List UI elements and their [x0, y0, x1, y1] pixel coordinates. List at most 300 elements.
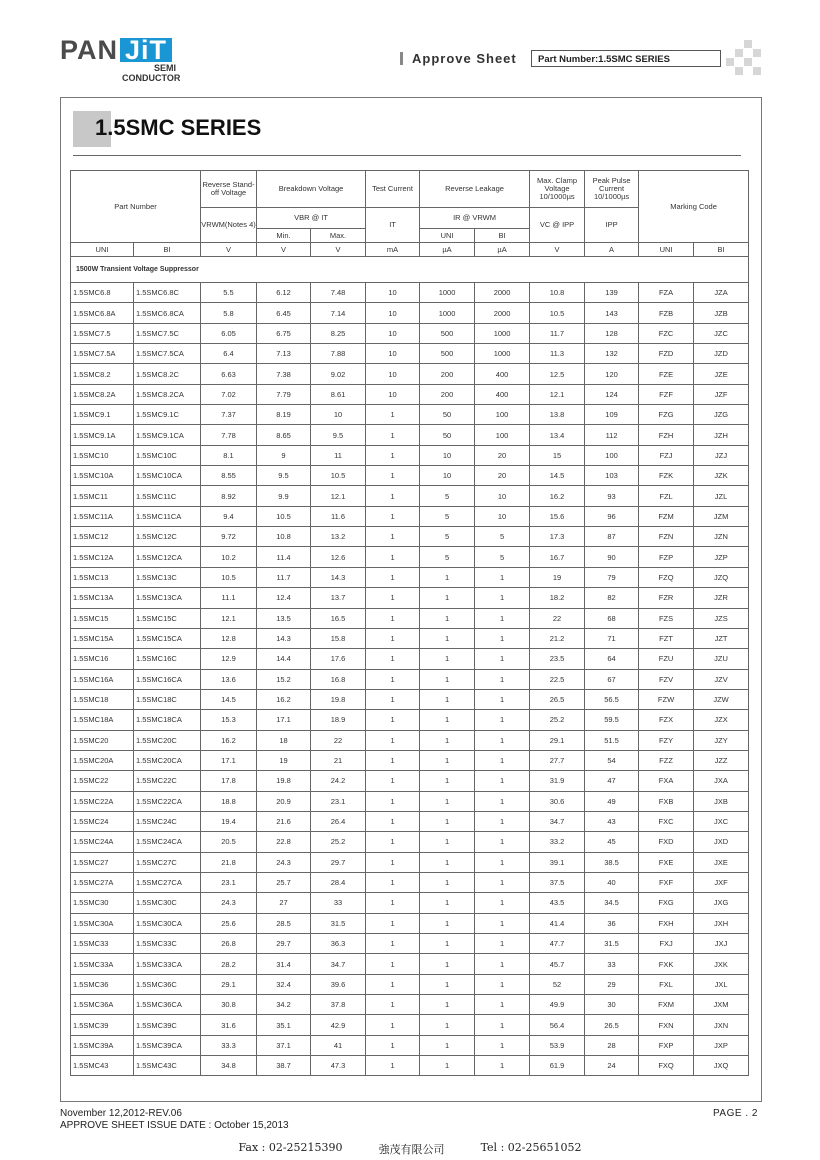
table-cell: 132: [585, 344, 639, 364]
table-cell: 52: [530, 974, 585, 994]
table-cell: 10: [475, 486, 530, 506]
table-row: [71, 344, 749, 364]
table-row: [71, 323, 749, 343]
table-cell: FXD: [639, 832, 694, 852]
table-row: [71, 608, 749, 628]
table-cell: 18: [257, 730, 311, 750]
table-cell: 30: [585, 995, 639, 1015]
table-cell: 139: [585, 283, 639, 303]
table-cell: 8.19: [257, 405, 311, 425]
table-cell: 1.5SMC13: [71, 567, 134, 587]
table-cell: 6.05: [201, 323, 257, 343]
table-cell: JZS: [694, 608, 749, 628]
table-cell: JZP: [694, 547, 749, 567]
table-row: [71, 730, 749, 750]
table-cell: 1.5SMC27: [71, 852, 134, 872]
table-row: [71, 405, 749, 425]
table-cell: 13.4: [530, 425, 585, 445]
table-cell: FZU: [639, 649, 694, 669]
table-cell: 10.8: [530, 283, 585, 303]
table-cell: 49: [585, 791, 639, 811]
table-row: [71, 445, 749, 465]
table-cell: 7.02: [201, 384, 257, 404]
table-cell: 26.8: [201, 934, 257, 954]
table-cell: JZJ: [694, 445, 749, 465]
table-cell: 120: [585, 364, 639, 384]
table-cell: 1.5SMC43C: [134, 1056, 201, 1076]
table-cell: 1: [475, 1056, 530, 1076]
unit-cell: µA: [475, 243, 530, 257]
table-cell: 1: [420, 608, 475, 628]
table-cell: 16.2: [201, 730, 257, 750]
table-cell: FZE: [639, 364, 694, 384]
table-cell: 500: [420, 344, 475, 364]
table-cell: 47: [585, 771, 639, 791]
table-cell: 20.9: [257, 791, 311, 811]
table-cell: 8.1: [201, 445, 257, 465]
table-cell: FXB: [639, 791, 694, 811]
table-cell: 32.4: [257, 974, 311, 994]
table-cell: 13.7: [311, 588, 366, 608]
table-cell: 26.5: [530, 689, 585, 709]
logo-pan-text: PAN: [60, 35, 119, 65]
table-row: [71, 791, 749, 811]
table-row: [71, 364, 749, 384]
table-cell: 9.02: [311, 364, 366, 384]
table-cell: 1: [475, 669, 530, 689]
table-cell: 79: [585, 567, 639, 587]
table-cell: 1: [475, 913, 530, 933]
table-cell: 1: [475, 649, 530, 669]
table-cell: 17.6: [311, 649, 366, 669]
table-cell: 1.5SMC22A: [71, 791, 134, 811]
table-cell: 12.5: [530, 364, 585, 384]
header-leak-uni: UNI: [420, 229, 475, 243]
table-cell: FZL: [639, 486, 694, 506]
table-cell: FZA: [639, 283, 694, 303]
table-row: [71, 954, 749, 974]
table-cell: 1.5SMC20CA: [134, 750, 201, 770]
table-cell: 1000: [475, 344, 530, 364]
table-row: [71, 893, 749, 913]
table-cell: 1.5SMC24: [71, 811, 134, 831]
table-cell: 14.5: [530, 466, 585, 486]
table-cell: 1: [366, 466, 420, 486]
table-cell: 1.5SMC43: [71, 1056, 134, 1076]
table-cell: 1: [420, 893, 475, 913]
fax-text: Fax : 02-25215390: [238, 1141, 343, 1154]
table-cell: 1.5SMC9.1A: [71, 425, 134, 445]
approve-sheet-label: Approve Sheet: [412, 51, 517, 66]
table-cell: 1.5SMC20A: [71, 750, 134, 770]
table-cell: 1.5SMC22: [71, 771, 134, 791]
table-cell: 21.2: [530, 628, 585, 648]
table-cell: 1: [366, 567, 420, 587]
table-cell: 22.8: [257, 832, 311, 852]
table-cell: 16.2: [530, 486, 585, 506]
header-ipp: IPP: [585, 208, 639, 243]
table-cell: 1: [475, 608, 530, 628]
unit-cell: V: [311, 243, 366, 257]
title-divider: [73, 155, 741, 156]
table-cell: 1: [475, 995, 530, 1015]
table-row: [71, 1056, 749, 1076]
table-row: [71, 811, 749, 831]
table-cell: 41.4: [530, 913, 585, 933]
table-cell: 50: [420, 425, 475, 445]
header-min: Min.: [257, 229, 311, 243]
table-cell: 1.5SMC39: [71, 1015, 134, 1035]
table-row: [71, 669, 749, 689]
table-cell: 38.7: [257, 1056, 311, 1076]
table-cell: 109: [585, 405, 639, 425]
table-cell: 1000: [475, 323, 530, 343]
header-test-current: Test Current: [366, 171, 420, 208]
table-cell: 33: [585, 954, 639, 974]
table-cell: 10.5: [311, 466, 366, 486]
table-cell: FZN: [639, 527, 694, 547]
table-cell: 1.5SMC16: [71, 649, 134, 669]
table-cell: 1: [420, 1056, 475, 1076]
table-cell: 1: [366, 669, 420, 689]
table-cell: 22.5: [530, 669, 585, 689]
table-cell: 7.88: [311, 344, 366, 364]
table-row: [71, 710, 749, 730]
table-cell: 17.1: [257, 710, 311, 730]
table-cell: 1.5SMC16C: [134, 649, 201, 669]
table-cell: 1: [366, 832, 420, 852]
table-cell: 1.5SMC30A: [71, 913, 134, 933]
table-cell: FZG: [639, 405, 694, 425]
table-cell: FXE: [639, 852, 694, 872]
table-row: [71, 384, 749, 404]
table-cell: 16.5: [311, 608, 366, 628]
table-cell: 29: [585, 974, 639, 994]
table-cell: 1.5SMC6.8CA: [134, 303, 201, 323]
table-cell: JZZ: [694, 750, 749, 770]
table-cell: 39.1: [530, 852, 585, 872]
table-cell: 1.5SMC7.5A: [71, 344, 134, 364]
table-cell: 13.2: [311, 527, 366, 547]
table-cell: FZZ: [639, 750, 694, 770]
table-cell: 1: [420, 872, 475, 892]
table-cell: 33: [311, 893, 366, 913]
table-cell: 1.5SMC27CA: [134, 872, 201, 892]
table-cell: FZD: [639, 344, 694, 364]
table-cell: 43.5: [530, 893, 585, 913]
table-row: [71, 974, 749, 994]
table-cell: 18.8: [201, 791, 257, 811]
table-cell: 1: [475, 1015, 530, 1035]
table-cell: FZY: [639, 730, 694, 750]
table-cell: 12.8: [201, 628, 257, 648]
table-cell: 56.4: [530, 1015, 585, 1035]
table-cell: 12.1: [530, 384, 585, 404]
table-row: [71, 750, 749, 770]
table-cell: 5.5: [201, 283, 257, 303]
table-cell: JXK: [694, 954, 749, 974]
table-cell: 1.5SMC13C: [134, 567, 201, 587]
table-cell: 10: [311, 405, 366, 425]
approve-marker: [400, 52, 403, 65]
table-cell: 10: [366, 384, 420, 404]
table-cell: 37.5: [530, 872, 585, 892]
table-cell: 16.8: [311, 669, 366, 689]
table-cell: 1: [420, 771, 475, 791]
table-cell: 10: [366, 303, 420, 323]
table-cell: 9.4: [201, 506, 257, 526]
table-cell: 25.6: [201, 913, 257, 933]
table-cell: 27: [257, 893, 311, 913]
table-cell: 1.5SMC18: [71, 689, 134, 709]
table-cell: 14.5: [201, 689, 257, 709]
table-cell: FXA: [639, 771, 694, 791]
table-cell: 1.5SMC6.8A: [71, 303, 134, 323]
table-row: [71, 303, 749, 323]
table-cell: 20: [475, 466, 530, 486]
table-cell: FXG: [639, 893, 694, 913]
table-row: [71, 628, 749, 648]
table-row: [71, 506, 749, 526]
table-cell: 10.2: [201, 547, 257, 567]
table-cell: 25.2: [530, 710, 585, 730]
table-cell: 61.9: [530, 1056, 585, 1076]
page-number: PAGE . 2: [713, 1108, 758, 1119]
table-cell: 1.5SMC12A: [71, 547, 134, 567]
table-cell: JZQ: [694, 567, 749, 587]
table-cell: JZK: [694, 466, 749, 486]
table-row: [71, 425, 749, 445]
table-cell: 1: [366, 486, 420, 506]
table-cell: 21: [311, 750, 366, 770]
table-cell: 34.8: [201, 1056, 257, 1076]
table-cell: 49.9: [530, 995, 585, 1015]
table-cell: 6.75: [257, 323, 311, 343]
table-cell: 28.5: [257, 913, 311, 933]
table-cell: JXA: [694, 771, 749, 791]
unit-cell: V: [530, 243, 585, 257]
table-cell: 5: [420, 506, 475, 526]
table-cell: FXF: [639, 872, 694, 892]
table-cell: 1.5SMC39C: [134, 1015, 201, 1035]
table-row: [71, 649, 749, 669]
table-cell: JZW: [694, 689, 749, 709]
table-cell: 1.5SMC30C: [134, 893, 201, 913]
table-cell: 1.5SMC15: [71, 608, 134, 628]
table-cell: 23.1: [201, 872, 257, 892]
table-cell: 19.4: [201, 811, 257, 831]
table-cell: 16.2: [257, 689, 311, 709]
table-cell: 124: [585, 384, 639, 404]
table-cell: 1: [366, 913, 420, 933]
table-cell: 1.5SMC8.2A: [71, 384, 134, 404]
table-cell: FZR: [639, 588, 694, 608]
table-cell: 20: [475, 445, 530, 465]
table-cell: 1: [366, 954, 420, 974]
table-cell: 12.6: [311, 547, 366, 567]
table-row: [71, 1035, 749, 1055]
header-vrwm: VRWM(Notes 4): [201, 208, 257, 243]
table-cell: 27.7: [530, 750, 585, 770]
table-cell: 10: [475, 506, 530, 526]
table-cell: 1: [420, 974, 475, 994]
table-cell: 1.5SMC24C: [134, 811, 201, 831]
unit-cell: µA: [420, 243, 475, 257]
table-cell: 87: [585, 527, 639, 547]
table-cell: 1: [420, 710, 475, 730]
table-cell: 24.3: [257, 852, 311, 872]
table-cell: 29.1: [201, 974, 257, 994]
table-cell: 30.8: [201, 995, 257, 1015]
table-cell: 1: [475, 771, 530, 791]
table-cell: 1: [366, 649, 420, 669]
table-cell: 1: [475, 872, 530, 892]
table-cell: 90: [585, 547, 639, 567]
table-cell: JXD: [694, 832, 749, 852]
header-part-number: Part Number: [71, 171, 201, 243]
table-cell: JZR: [694, 588, 749, 608]
table-cell: 17.1: [201, 750, 257, 770]
table-cell: 40: [585, 872, 639, 892]
table-cell: 5: [420, 547, 475, 567]
table-cell: JZC: [694, 323, 749, 343]
table-cell: 1.5SMC36A: [71, 995, 134, 1015]
header-vbr: VBR @ IT: [257, 208, 366, 229]
table-cell: 1.5SMC7.5C: [134, 323, 201, 343]
table-cell: 100: [475, 425, 530, 445]
table-cell: JZT: [694, 628, 749, 648]
header-it: IT: [366, 208, 420, 243]
table-cell: 12.4: [257, 588, 311, 608]
table-cell: 1: [475, 791, 530, 811]
table-cell: JZG: [694, 405, 749, 425]
table-cell: 18.9: [311, 710, 366, 730]
table-cell: 1: [420, 995, 475, 1015]
table-cell: FZV: [639, 669, 694, 689]
table-cell: 1: [366, 1056, 420, 1076]
logo-semi-text: SEMI: [154, 63, 177, 73]
table-cell: 47.3: [311, 1056, 366, 1076]
table-cell: 1: [420, 832, 475, 852]
table-cell: 6.12: [257, 283, 311, 303]
spec-table-body: [71, 283, 749, 1076]
table-row: [71, 547, 749, 567]
table-cell: 112: [585, 425, 639, 445]
table-cell: 1: [475, 1035, 530, 1055]
table-cell: 25.2: [311, 832, 366, 852]
table-cell: 1.5SMC8.2CA: [134, 384, 201, 404]
table-cell: JXL: [694, 974, 749, 994]
table-cell: 1.5SMC30CA: [134, 913, 201, 933]
table-cell: JXP: [694, 1035, 749, 1055]
table-cell: 25.7: [257, 872, 311, 892]
table-cell: 1.5SMC9.1: [71, 405, 134, 425]
table-cell: 1.5SMC33CA: [134, 954, 201, 974]
table-cell: JXF: [694, 872, 749, 892]
table-cell: 8.25: [311, 323, 366, 343]
table-cell: 1.5SMC6.8: [71, 283, 134, 303]
table-cell: 400: [475, 364, 530, 384]
table-cell: 1.5SMC24A: [71, 832, 134, 852]
table-row: [71, 466, 749, 486]
table-cell: 35.1: [257, 1015, 311, 1035]
table-cell: JZA: [694, 283, 749, 303]
table-cell: 1: [420, 628, 475, 648]
table-row: [71, 771, 749, 791]
table-cell: 22: [530, 608, 585, 628]
table-cell: 1: [475, 893, 530, 913]
table-row: [71, 832, 749, 852]
table-cell: FXK: [639, 954, 694, 974]
table-cell: 6.45: [257, 303, 311, 323]
table-row: [71, 995, 749, 1015]
table-cell: 1: [420, 852, 475, 872]
table-cell: 1.5SMC6.8C: [134, 283, 201, 303]
table-row: [71, 913, 749, 933]
table-cell: 1.5SMC27C: [134, 852, 201, 872]
table-cell: 1.5SMC16CA: [134, 669, 201, 689]
table-cell: 14.3: [257, 628, 311, 648]
table-cell: 1: [475, 689, 530, 709]
table-cell: 5: [420, 527, 475, 547]
table-cell: JXH: [694, 913, 749, 933]
table-cell: JZU: [694, 649, 749, 669]
table-cell: 15.8: [311, 628, 366, 648]
table-cell: 13.5: [257, 608, 311, 628]
table-cell: FXL: [639, 974, 694, 994]
table-cell: JXQ: [694, 1056, 749, 1076]
table-cell: 9.5: [257, 466, 311, 486]
table-cell: 1: [366, 811, 420, 831]
table-cell: 13.8: [530, 405, 585, 425]
table-cell: 1: [366, 506, 420, 526]
table-cell: 5.8: [201, 303, 257, 323]
table-cell: 28.4: [311, 872, 366, 892]
table-cell: 21.6: [257, 811, 311, 831]
table-cell: JXG: [694, 893, 749, 913]
logo-jit-text: JiT: [120, 38, 172, 62]
table-cell: 41: [311, 1035, 366, 1055]
table-cell: 1.5SMC15A: [71, 628, 134, 648]
table-cell: 5: [475, 547, 530, 567]
table-cell: 200: [420, 384, 475, 404]
table-cell: 103: [585, 466, 639, 486]
table-cell: 1: [475, 710, 530, 730]
table-cell: 1.5SMC8.2C: [134, 364, 201, 384]
table-cell: 1.5SMC18C: [134, 689, 201, 709]
table-cell: 1.5SMC22CA: [134, 791, 201, 811]
tel-text: Tel : 02-25651052: [480, 1141, 582, 1154]
table-cell: 1.5SMC9.1C: [134, 405, 201, 425]
table-cell: 10.5: [257, 506, 311, 526]
table-cell: 1: [366, 995, 420, 1015]
unit-cell: BI: [694, 243, 749, 257]
table-cell: 1.5SMC12C: [134, 527, 201, 547]
table-cell: 1: [366, 974, 420, 994]
table-cell: 34.5: [585, 893, 639, 913]
table-cell: 1.5SMC7.5CA: [134, 344, 201, 364]
table-cell: JZN: [694, 527, 749, 547]
company-name: 強茂有限公司: [378, 1143, 445, 1156]
table-cell: 11.1: [201, 588, 257, 608]
table-cell: 1.5SMC36CA: [134, 995, 201, 1015]
table-cell: 1.5SMC15CA: [134, 628, 201, 648]
table-cell: 36: [585, 913, 639, 933]
table-cell: 24.3: [201, 893, 257, 913]
table-cell: 1.5SMC30: [71, 893, 134, 913]
table-cell: JZL: [694, 486, 749, 506]
table-cell: 1: [475, 628, 530, 648]
